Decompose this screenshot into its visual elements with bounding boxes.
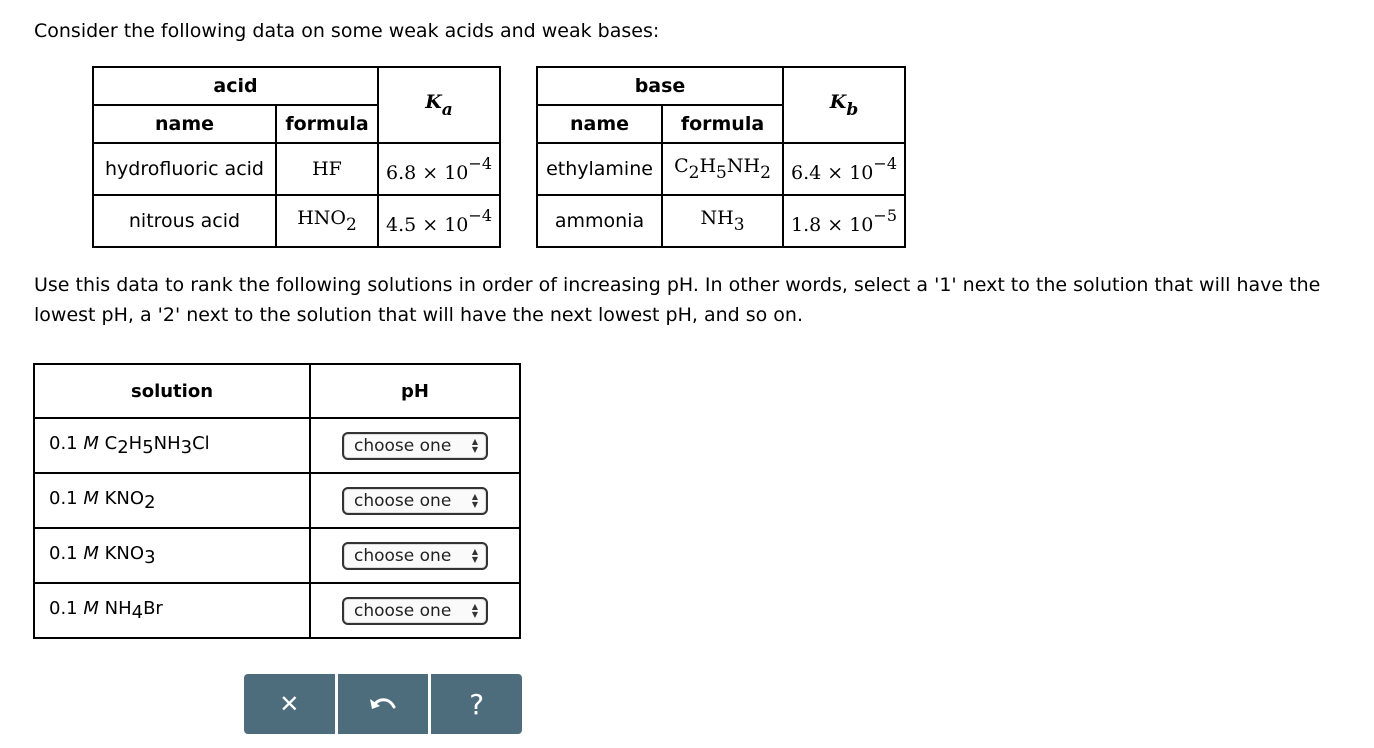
- base-group-header: base: [537, 67, 783, 105]
- base-name: ethylamine: [537, 143, 662, 195]
- acid-ka-value: $6.8 \times 10^{-4}$: [378, 143, 500, 195]
- acid-table: [92, 66, 501, 248]
- base-formula: $NH_3$: [662, 195, 783, 247]
- base-formula-header: formula: [662, 105, 783, 143]
- kb-header: $K_b$: [783, 67, 905, 143]
- acid-row: [93, 143, 500, 195]
- answer-toolbar: [244, 674, 522, 734]
- solution-label: 0.1 M $C_2H_5NH_3Cl$: [34, 418, 310, 473]
- undo-icon: [367, 693, 399, 715]
- acid-name: hydrofluoric acid: [93, 143, 276, 195]
- undo-button[interactable]: [335, 674, 429, 734]
- acid-name: nitrous acid: [93, 195, 276, 247]
- ka-header: $K_a$: [378, 67, 500, 143]
- instructions-text: Use this data to rank the following solutions in order of increasing pH. In other words, select a '1' next to the solution that will have the lowest pH, a '2' next to the solution that will have the next lowest pH, and so on.: [34, 274, 1321, 326]
- solution-label: 0.1 M $NH_4Br$: [34, 583, 310, 638]
- solution-row: [34, 583, 520, 638]
- select-arrows-icon: ▲ ▼: [471, 491, 478, 509]
- close-icon: ✕: [279, 690, 300, 718]
- acid-formula: $HNO_2$: [276, 195, 378, 247]
- solution-label: 0.1 M $KNO_2$: [34, 473, 310, 528]
- rank-select[interactable]: choose one ▲ ▼: [342, 487, 488, 515]
- base-name-header: name: [537, 105, 662, 143]
- acid-formula-header: formula: [276, 105, 378, 143]
- solution-label: 0.1 M $KNO_3$: [34, 528, 310, 583]
- acid-formula: HF: [276, 143, 378, 195]
- intro-text: Consider the following data on some weak acids and weak bases:: [34, 20, 660, 42]
- select-arrows-icon: ▲ ▼: [471, 546, 478, 564]
- solution-row: [34, 418, 520, 473]
- ph-cell: [310, 583, 520, 638]
- rank-select[interactable]: choose one ▲ ▼: [342, 597, 488, 625]
- question-icon: ?: [469, 687, 485, 721]
- base-table: [536, 66, 906, 248]
- solution-header: solution: [34, 364, 310, 418]
- ph-cell: [310, 418, 520, 473]
- solution-row: [34, 473, 520, 528]
- ph-cell: [310, 473, 520, 528]
- rank-select[interactable]: choose one ▲ ▼: [342, 432, 488, 460]
- acid-name-header: name: [93, 105, 276, 143]
- help-button[interactable]: [428, 674, 522, 734]
- base-name: ammonia: [537, 195, 662, 247]
- solution-row: [34, 528, 520, 583]
- acid-row: [93, 195, 500, 247]
- clear-button[interactable]: [244, 674, 335, 734]
- rank-select[interactable]: choose one ▲ ▼: [342, 542, 488, 570]
- select-arrows-icon: ▲ ▼: [471, 436, 478, 454]
- select-arrows-icon: ▲ ▼: [471, 601, 478, 619]
- base-row: [537, 195, 905, 247]
- ph-header: pH: [310, 364, 520, 418]
- ph-cell: [310, 528, 520, 583]
- base-formula: $C_2H_5NH_2$: [662, 143, 783, 195]
- acid-ka-value: $4.5 \times 10^{-4}$: [378, 195, 500, 247]
- base-row: [537, 143, 905, 195]
- base-kb-value: $6.4 \times 10^{-4}$: [783, 143, 905, 195]
- solution-table: [33, 363, 521, 639]
- base-kb-value: $1.8 \times 10^{-5}$: [783, 195, 905, 247]
- acid-group-header: acid: [93, 67, 378, 105]
